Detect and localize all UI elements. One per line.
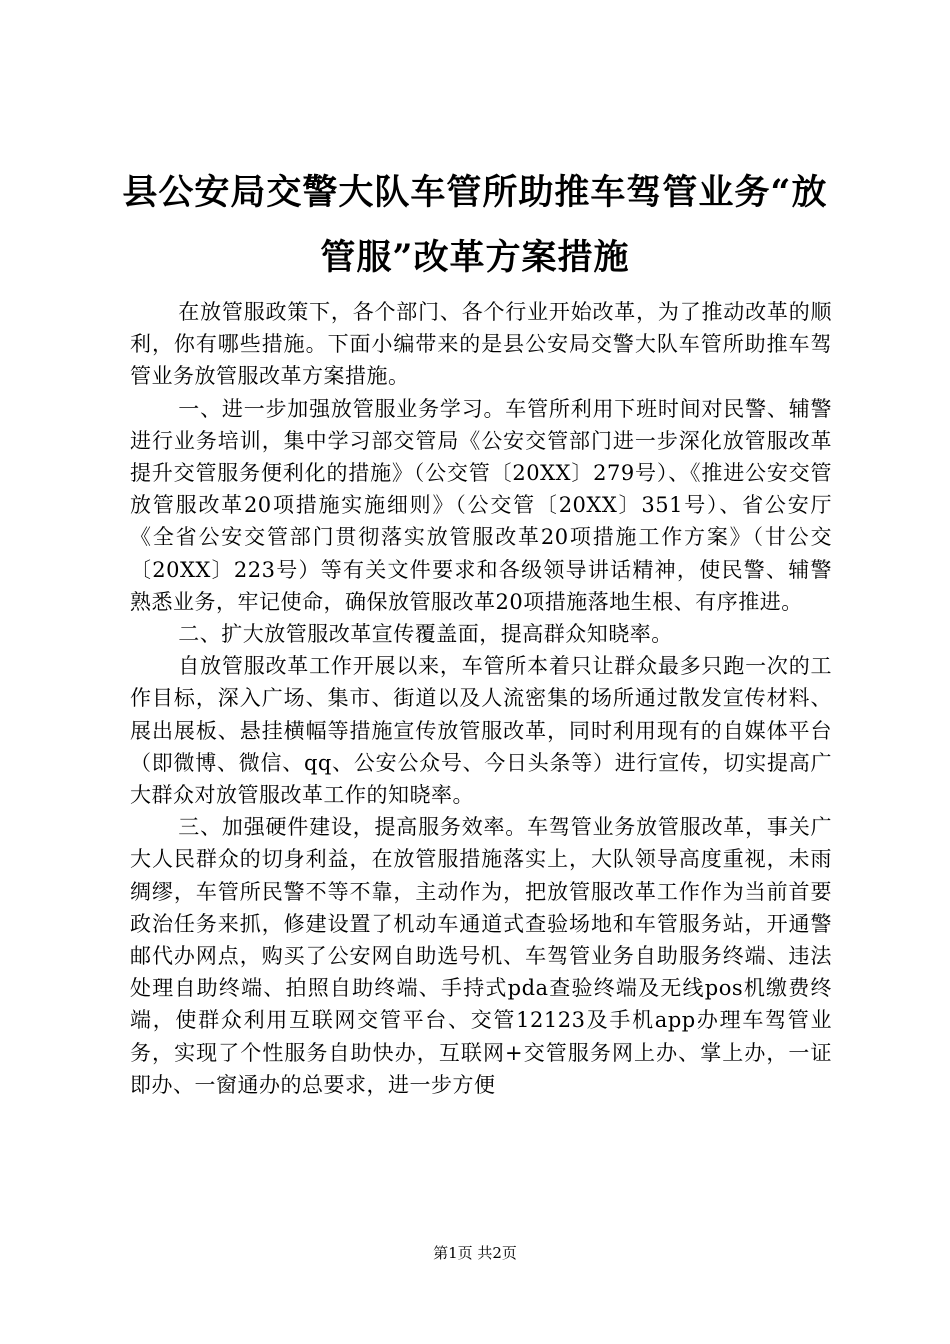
paragraph-intro: 在放管服政策下，各个部门、各个行业开始改革，为了推动改革的顺利，你有哪些措施。下面小编带来的是县公安局交警大队车管所助推车驾管业务放管服改革方案措施。	[130, 300, 832, 389]
paragraph-section-2-heading: 二、扩大放管服改革宣传覆盖面，提高群众知晓率。	[178, 622, 673, 647]
paragraph-section-2-body: 自放管服改革工作开展以来，车管所本着只让群众最多只跑一次的工作目标，深入广场、集市、街道以及人流密集的场所通过散发宣传材料、展出展板、悬挂横幅等措施宣传放管服改革，同时利用现有的自媒体平台（即微博、微信、qq、公安公众号、今日头条等）进行宣传，切实提高广大群众对放管服改革工作的知晓率。	[130, 654, 832, 808]
page-footer: 第1页 共2页	[433, 1244, 517, 1262]
document-title: 县公安局交警大队车管所助推车驾管业务“放管服”改革方案措施	[122, 172, 828, 278]
paragraph-section-1: 一、进一步加强放管服业务学习。车管所利用下班时间对民警、辅警进行业务培训，集中学习部交管局《公安交管部门进一步深化放管服改革提升交管服务便利化的措施》（公交管〔20XX〕279号）、《推进公安交管放管服改革20项措施实施细则》（公交管〔20XX〕351号）、省公安厅《全省公安交管部门贯彻落实放管服改革20项措施工作方案》（甘公交〔20XX〕223号）等有关文件要求和各级领导讲话精神，使民警、辅警熟悉业务，牢记使命，确保放管服改革20项措施落地生根、有序推进。	[130, 396, 832, 614]
document-body	[130, 296, 832, 1101]
paragraph-section-3: 三、加强硬件建设，提高服务效率。车驾管业务放管服改革，事关广大人民群众的切身利益，在放管服措施落实上，大队领导高度重视，未雨绸缪，车管所民警不等不靠，主动作为，把放管服改革工作作为当前首要政治任务来抓，修建设置了机动车通道式查验场地和车管服务站，开通警邮代办网点，购买了公安网自助选号机、车驾管业务自助服务终端、违法处理自助终端、拍照自助终端、手持式pda查验终端及无线pos机缴费终端，使群众利用互联网交管平台、交管12123及手机app办理车驾管业务，实现了个性服务自助快办，互联网+交管服务网上办、掌上办，一证即办、一窗通办的总要求，进一步方便	[130, 815, 832, 1097]
